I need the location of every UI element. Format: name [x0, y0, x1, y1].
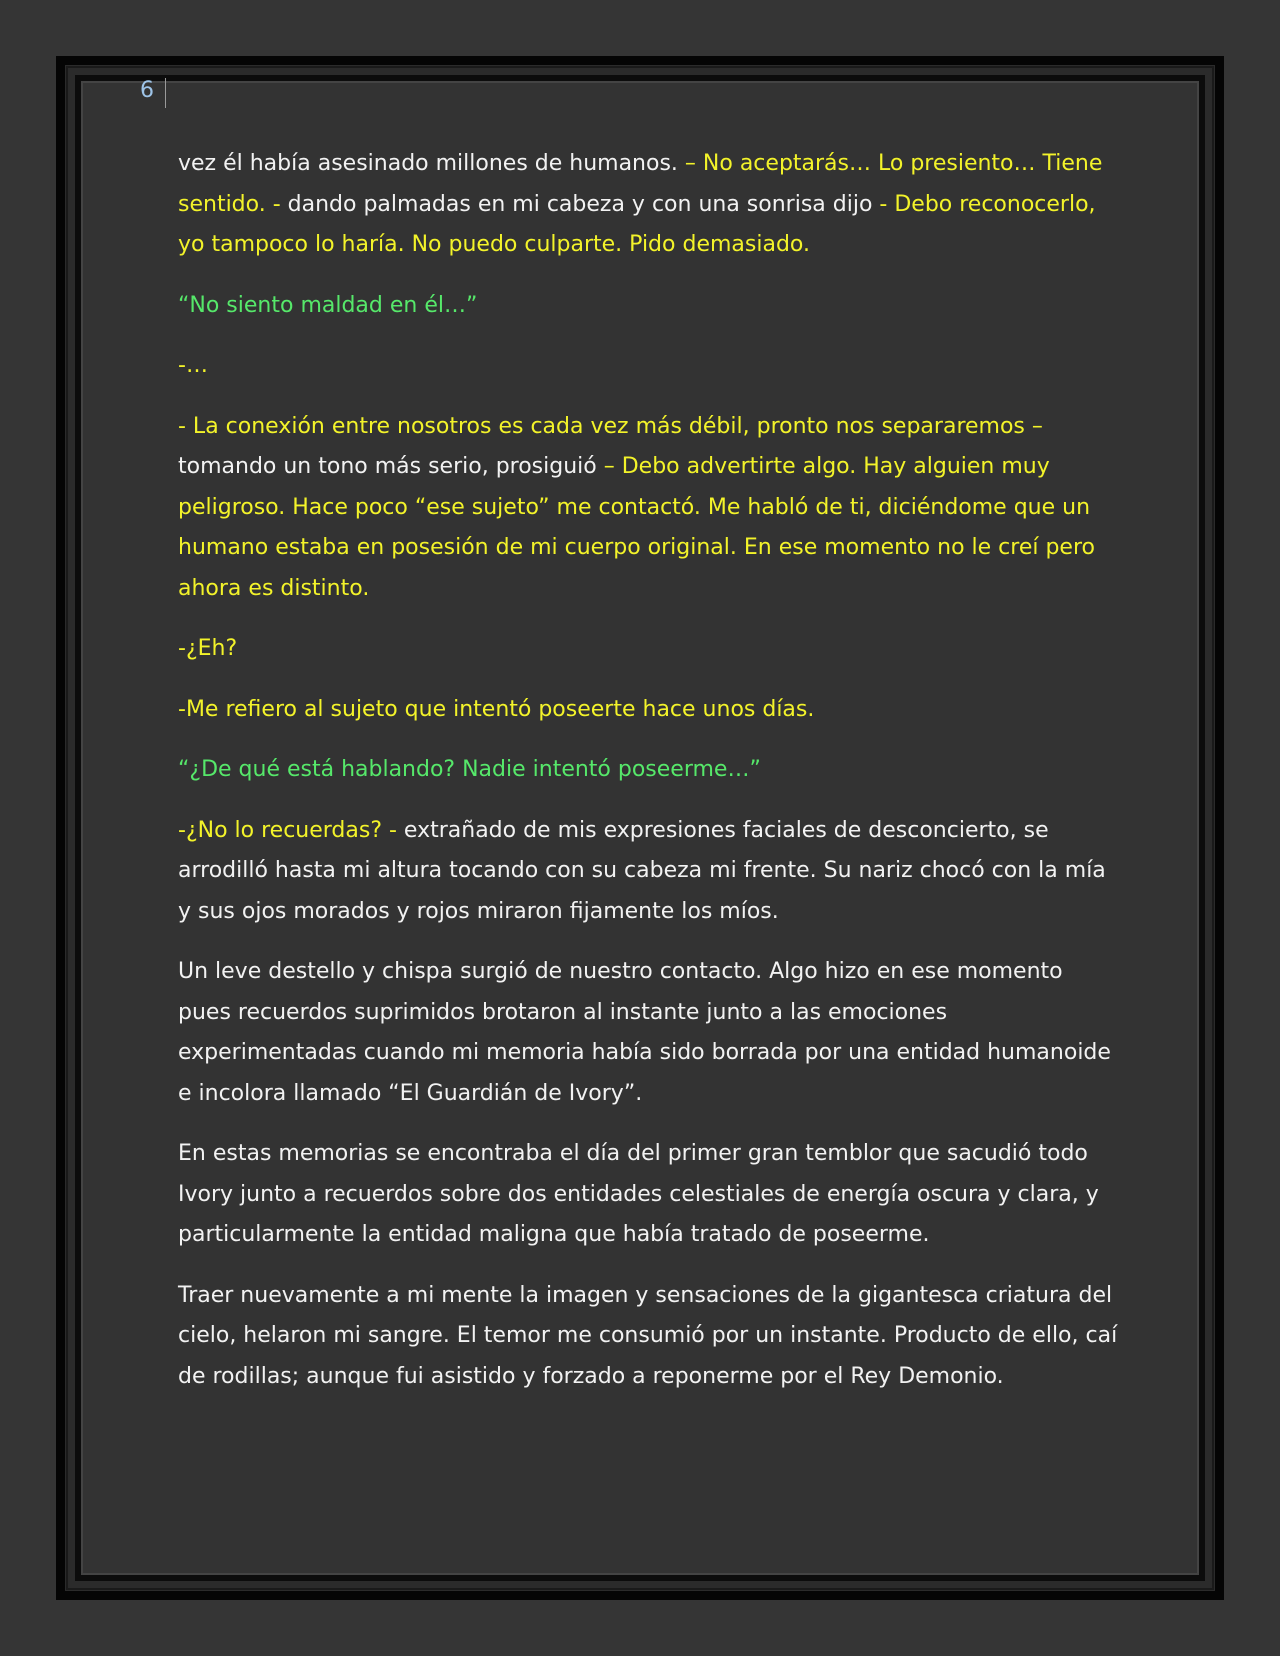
paragraph [178, 286, 1118, 327]
narration-text: Un leve destello y chispa surgió de nuestro contacto. Algo hizo en ese momento pues recuerdos suprimidos brotaron al instante junto a las emociones experimentadas cuando mi memoria había sido borrada por una entidad humanoide e incolora llamado “El Guardián de Ivory”. [178, 959, 1118, 1106]
dialogue-text: -¿No lo recuerdas? - [178, 817, 397, 843]
paragraph [178, 346, 1118, 387]
dialogue-text: – No aceptarás… Lo presiento… Tiene sentido. - [178, 151, 1110, 217]
paragraph [178, 811, 1118, 933]
paragraph [178, 1134, 1118, 1256]
page-body-text [178, 144, 1125, 1417]
narration-text: Traer nuevamente a mi mente la imagen y sensaciones de la gigantesca criatura del cielo, helaron mi sangre. El temor me consumió por un instante. Producto de ello, caí de rodillas; aunque fui asistido y forzado a reponerme por el Rey Demonio. [178, 1282, 1125, 1389]
dialogue-text: - Debo reconocerlo, yo tampoco lo haría. No puedo culparte. Pido demasiado. [178, 191, 1103, 257]
narration-text: tomando un tono más serio, prosiguió [178, 413, 1050, 479]
narration-text: extrañado de mis expresiones faciales de desconcierto, se arrodilló hasta mi altura tocando con su cabeza mi frente. Su nariz chocó con la mía y sus ojos morados y rojos miraron fijamente los míos. [178, 817, 1113, 924]
paragraph [178, 407, 1118, 610]
dialogue-text: -¿Eh? [178, 636, 238, 661]
dialogue-text: -Me refiero al sujeto que intentó poseerte hace unos días. [178, 696, 815, 722]
dialogue-text: -… [178, 353, 208, 378]
paragraph [178, 1276, 1125, 1398]
paragraph [178, 952, 1118, 1114]
paragraph [178, 144, 1118, 266]
narration-text: dando palmadas en mi cabeza y con una sonrisa dijo [280, 191, 880, 217]
page-number-divider [165, 78, 166, 108]
paragraph [178, 690, 1118, 731]
narration-text: vez él había asesinado millones de humanos. [178, 151, 685, 176]
paragraph [178, 750, 1118, 791]
paragraph [178, 629, 1118, 670]
thought-text: “¿De qué está hablando? Nadie intentó poseerme…” [178, 757, 761, 782]
dialogue-text: – Debo advertirte algo. Hay alguien muy peligroso. Hace poco “ese sujeto” me contactó. Me habló de ti, diciéndome que un humano estaba en posesión de mi cuerpo original. En ese momento no le creí pero ahora es distinto. [178, 454, 1102, 601]
narration-text: En estas memorias se encontraba el día del primer gran temblor que sacudió todo Ivory junto a recuerdos sobre dos entidades celestiales de energía oscura y clara, y particularmente la entidad maligna que había tratado de poseerme. [178, 1141, 1106, 1247]
dialogue-text: - La conexión entre nosotros es cada vez más débil, pronto nos separaremos – [178, 413, 1043, 439]
thought-text: “No siento maldad en él…” [178, 292, 478, 318]
page-number: 6 [140, 78, 154, 103]
